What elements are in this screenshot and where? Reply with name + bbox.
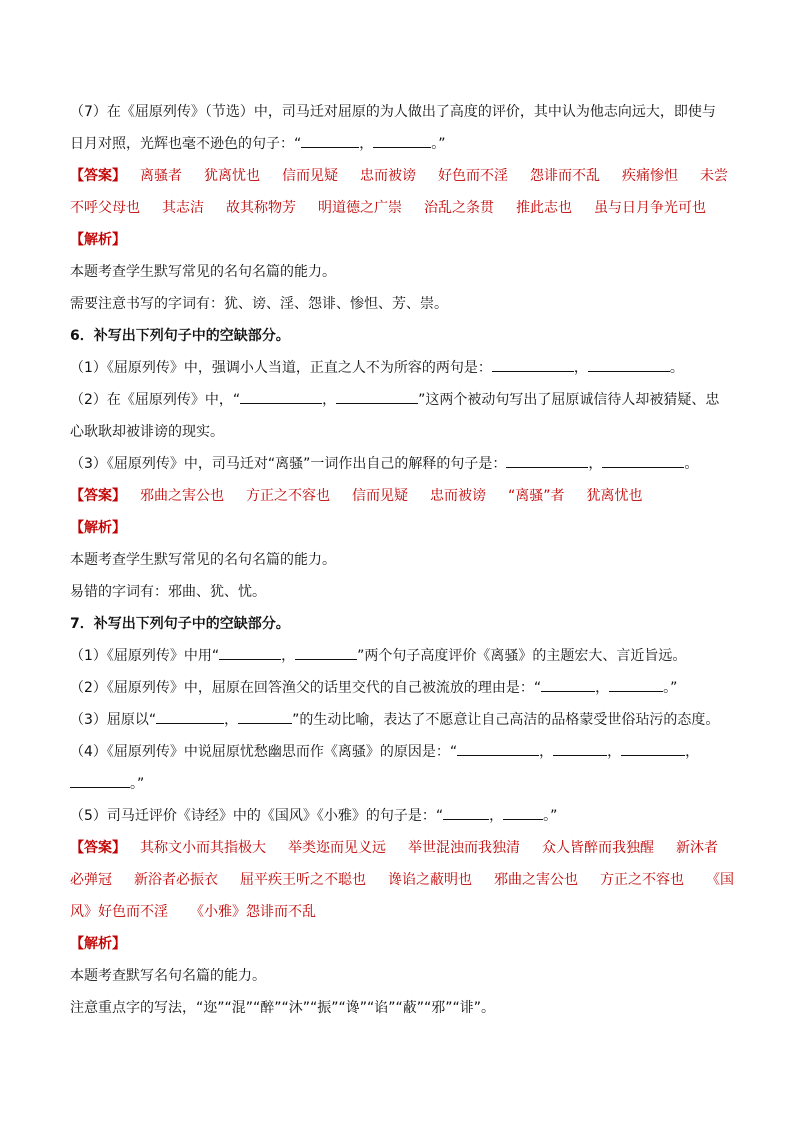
punctuation: ， xyxy=(322,392,337,408)
question-title xyxy=(70,608,730,640)
answer-item: 屈平疾王听之不聪也 xyxy=(240,872,366,888)
question-line xyxy=(70,96,730,128)
question-text: 日月对照，光辉也毫不逊色的句子：“ xyxy=(70,136,302,152)
answer-item: 必弹冠 xyxy=(70,872,112,888)
question-line xyxy=(70,416,730,448)
punctuation: 。” xyxy=(130,776,145,792)
answer-item: 忠而被谤 xyxy=(430,488,486,504)
answer-item: 举类迩而见义远 xyxy=(288,840,386,856)
analysis-text: 本题考查学生默写常见的名句名篇的能力。 xyxy=(70,552,336,568)
question-text: （4）《屈原列传》中说屈原忧愁幽思而作《离骚》的原因是：“ xyxy=(70,744,458,760)
analysis-line xyxy=(70,224,730,256)
answer-item: 风》好色而不淫 xyxy=(70,904,168,920)
fill-blank xyxy=(156,707,224,724)
answer-line xyxy=(70,192,730,224)
analysis-line xyxy=(70,576,730,608)
punctuation: ， xyxy=(224,712,239,728)
question-text: ”两个句子高度评价《离骚》的主题宏大、言近旨远。 xyxy=(357,648,687,664)
punctuation: 。 xyxy=(684,456,699,472)
answer-line xyxy=(70,832,730,864)
fill-blank xyxy=(492,355,574,372)
answer-item: 虽与日月争光可也 xyxy=(594,200,706,216)
answer-item: 犹离忧也 xyxy=(204,168,260,184)
analysis-text: 本题考查默写名句名篇的能力。 xyxy=(70,968,266,984)
analysis-tag: 【解析】 xyxy=(70,232,126,248)
fill-blank xyxy=(541,675,595,692)
answer-item: 明道德之广崇 xyxy=(318,200,402,216)
question-line xyxy=(70,128,730,160)
question-line xyxy=(70,448,730,480)
fill-blank xyxy=(506,451,588,468)
document-page xyxy=(70,96,734,1024)
fill-blank xyxy=(609,675,663,692)
answer-item: 信而见疑 xyxy=(282,168,338,184)
answer-item: 信而见疑 xyxy=(352,488,408,504)
answer-item: 方正之不容也 xyxy=(246,488,330,504)
question-title-text: 7．补写出下列句子中的空缺部分。 xyxy=(70,616,290,632)
question-line xyxy=(70,736,730,768)
question-line xyxy=(70,640,730,672)
punctuation: ， xyxy=(607,744,622,760)
question-text: （1）《屈原列传》中用“ xyxy=(70,648,220,664)
punctuation: 。” xyxy=(663,680,678,696)
answer-item: 其称文小而其指极大 xyxy=(140,840,266,856)
analysis-text: 需要注意书写的字词有：犹、谤、淫、怨诽、惨怛、芳、崇。 xyxy=(70,296,448,312)
answer-tag: 【答案】 xyxy=(70,488,126,504)
question-text: （7）在《屈原列传》（节选）中，司马迁对屈原的为人做出了高度的评价，其中认为他志向远大，即使与 xyxy=(70,104,716,120)
answer-item: 谗谄之蔽明也 xyxy=(388,872,472,888)
analysis-line xyxy=(70,960,730,992)
punctuation: 。 xyxy=(669,360,684,376)
analysis-line xyxy=(70,256,730,288)
answer-item: 其志洁 xyxy=(162,200,204,216)
analysis-tag: 【解析】 xyxy=(70,520,126,536)
answer-tag: 【答案】 xyxy=(70,168,126,184)
answer-item: 故其称物芳 xyxy=(226,200,296,216)
punctuation: ， xyxy=(281,648,296,664)
answer-item: 众人皆醉而我独醒 xyxy=(542,840,654,856)
punctuation: ， xyxy=(489,808,504,824)
question-line xyxy=(70,384,730,416)
question-text: （5）司马迁评价《诗经》中的《国风》《小雅》的句子是：“ xyxy=(70,808,444,824)
fill-blank xyxy=(373,131,431,148)
fill-blank xyxy=(70,771,130,788)
question-text: （2）在《屈原列传》中，“ xyxy=(70,392,241,408)
answer-item: 《小雅》怨诽而不乱 xyxy=(190,904,316,920)
answer-item: 疾痛惨怛 xyxy=(622,168,678,184)
punctuation: ， xyxy=(685,744,700,760)
fill-blank xyxy=(621,739,685,756)
question-line xyxy=(70,672,730,704)
answer-line xyxy=(70,896,730,928)
punctuation: 。” xyxy=(431,136,446,152)
question-text: （1）《屈原列传》中，强调小人当道，正直之人不为所容的两句是： xyxy=(70,360,492,376)
punctuation: ， xyxy=(595,680,610,696)
analysis-text: 注意重点字的写法，“迩”“混”“醉”“沐”“振”“谗”“谄”“蔽”“邪”“诽”。 xyxy=(70,1000,496,1016)
fill-blank xyxy=(238,707,292,724)
analysis-line xyxy=(70,288,730,320)
fill-blank xyxy=(295,643,357,660)
question-line xyxy=(70,704,730,736)
answer-item: 方正之不容也 xyxy=(600,872,684,888)
analysis-line xyxy=(70,512,730,544)
punctuation: ， xyxy=(573,360,588,376)
fill-blank xyxy=(219,643,281,660)
answer-item: 好色而不淫 xyxy=(438,168,508,184)
punctuation: ， xyxy=(588,456,603,472)
fill-blank xyxy=(588,355,670,372)
fill-blank xyxy=(503,803,543,820)
fill-blank xyxy=(301,131,359,148)
question-text: （3）《屈原列传》中，司马迁对“离骚”一词作出自己的解释的句子是： xyxy=(70,456,507,472)
answer-item: 邪曲之害公也 xyxy=(494,872,578,888)
question-line xyxy=(70,352,730,384)
punctuation: ， xyxy=(539,744,554,760)
punctuation: 。” xyxy=(543,808,558,824)
answer-item: 离骚者 xyxy=(140,168,182,184)
answer-item: 新浴者必振衣 xyxy=(134,872,218,888)
answer-item: 忠而被谤 xyxy=(360,168,416,184)
fill-blank xyxy=(457,739,539,756)
question-line xyxy=(70,768,730,800)
analysis-line xyxy=(70,928,730,960)
answer-item: 未尝 xyxy=(700,168,728,184)
question-text: ”的生动比喻，表达了不愿意让自己高洁的品格蒙受世俗玷污的态度。 xyxy=(292,712,720,728)
analysis-tag: 【解析】 xyxy=(70,936,126,952)
answer-tag: 【答案】 xyxy=(70,840,126,856)
question-text: 心耿耿却被诽谤的现实。 xyxy=(70,424,224,440)
question-title xyxy=(70,320,730,352)
question-title-text: 6．补写出下列句子中的空缺部分。 xyxy=(70,328,290,344)
question-text: （2）《屈原列传》中，屈原在回答渔父的话里交代的自己被流放的理由是：“ xyxy=(70,680,542,696)
question-text: ”这两个被动句写出了屈原诚信待人却被猜疑、忠 xyxy=(418,392,720,408)
fill-blank xyxy=(443,803,489,820)
question-text: （3）屈原以“ xyxy=(70,712,157,728)
question-line xyxy=(70,800,730,832)
fill-blank xyxy=(240,387,322,404)
analysis-line xyxy=(70,544,730,576)
answer-item: 《国 xyxy=(706,872,734,888)
answer-item: 举世混浊而我独清 xyxy=(408,840,520,856)
analysis-text: 易错的字词有：邪曲、犹、忧。 xyxy=(70,584,266,600)
fill-blank xyxy=(602,451,684,468)
answer-item: “离骚”者 xyxy=(508,488,565,504)
analysis-text: 本题考查学生默写常见的名句名篇的能力。 xyxy=(70,264,336,280)
answer-item: 怨诽而不乱 xyxy=(530,168,600,184)
answer-item: 新沐者 xyxy=(676,840,718,856)
answer-line xyxy=(70,480,730,512)
fill-blank xyxy=(553,739,607,756)
answer-item: 治乱之条贯 xyxy=(424,200,494,216)
answer-item: 邪曲之害公也 xyxy=(140,488,224,504)
answer-line xyxy=(70,864,734,896)
answer-item: 推此志也 xyxy=(516,200,572,216)
answer-item: 不呼父母也 xyxy=(70,200,140,216)
fill-blank xyxy=(336,387,418,404)
answer-line xyxy=(70,160,730,192)
answer-item: 犹离忧也 xyxy=(586,488,643,504)
analysis-line xyxy=(70,992,730,1024)
punctuation: ， xyxy=(359,136,374,152)
